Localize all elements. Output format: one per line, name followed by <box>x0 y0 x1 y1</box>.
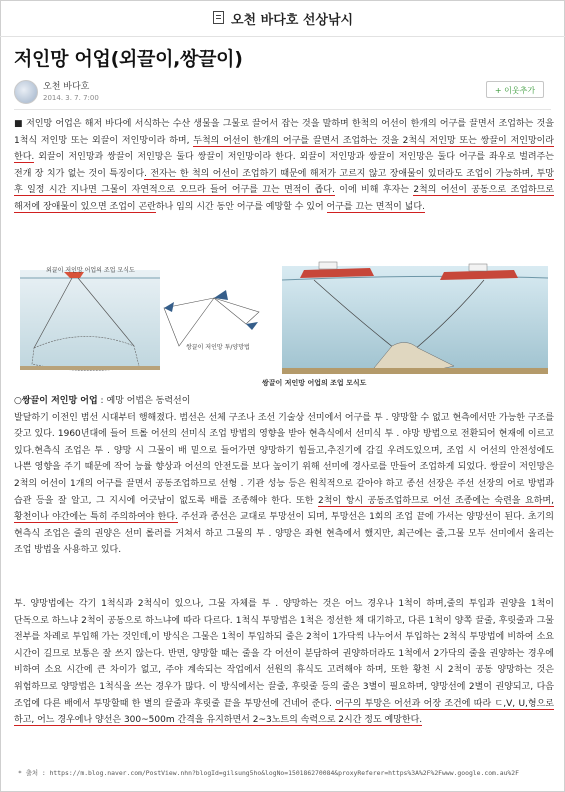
cafe-name[interactable]: 오천 바다호 선상낚시 <box>231 13 354 28</box>
text-run: 투. 양망법에는 각기 1척식과 2척식이 있으나, 그물 자체를 투 . 양망하는 것은 어느 경우나 1척이 하며,줄의 투입과 권양을 1척이 단독으로 하느냐 2척이 공동으로 하느냐에 따라 다르다. 1척식 투망법은 1척은 정선한 채 대기하고, 다른 1척이 양쪽 끌줄, 후릿줄과 그물 전부를 차례로 투입해 가는 것인데,이 방식은 그물은 1척이 투입하되 줄은 2척이 1가닥씩 나누어서 투입하는 2척식 투망법에 비하여 소요 시간이 길므로 보통은 잘 쓰지 않는다. 반면, 양망할 때는 줄을 각 어선이 분담하여 권양하더라도 1척에서 2가닥의 줄을 권양하는 경우에 비하여 소요 시간에 큰 차이가 없고, 주야 계속되는 작업에서 선원의 휴식도 고려해야 하며, 또한 황천 시 2척이 공동 양망하는 것은 위험하므로 양망법은 1척식을 쓰는 경우가 많다. 이 방식에서는 끌줄, 후릿줄 등의 줄은 3별이 필요하며, 양망선에 2별이 권양되고, 다음 조업에 다른 배에서 투망할때 한 별의 끌줄과 후릿줄 끝을 투망선에 건네어 준다. <box>14 599 554 709</box>
post-date: 2014. 3. 7. 7:00 <box>43 94 99 102</box>
paragraph-intro <box>14 116 554 216</box>
underlined-text: 어구의 투망은 어선과 어장 조건에 따라 ㄷ,V, U,형으로 하고, 어느 경우에나 양선은 300~500m 간격을 유지하면서 2~3노트의 속력으로 2시간 정도 예망한다. <box>14 698 554 726</box>
cafe-header <box>0 0 565 37</box>
divider <box>14 109 551 110</box>
text-run: : 예망 어법은 동력선이 <box>97 396 191 406</box>
underlined-text: 2척의 어선이 공동으로 조업하므로 해저에 장애물이 있으면 조업이 곤란 <box>14 185 554 212</box>
underlined-text: . 전자는 한 척의 어선이 조업하기 때문에 해저가 고르지 않고 장애물이 있더라도 조업이 가능하며, 투망 후 일정 시간 지나면 그물이 자연적으로 오므라 들어 어구를 끄는 면적이 좁다. <box>14 168 554 196</box>
text-run: 이에 비해 후자는 <box>334 185 414 196</box>
post-title: 저인망 어업(외끌이,쌍끌이) <box>14 48 243 70</box>
text-run: 발달하기 이전인 범선 시대부터 행해졌다. 범선은 선체 구조나 조선 기술상 선미에서 어구를 투 . 양망할 수 없고 현측에서만 가능한 구조를 갖고 있다. 1960년대에 들어 트롤 어선의 선미식 조업 방법의 영향을 받아 현측식에서 선미식 투 . 야망 방법으로 전환되어 현재에 이르고 있다.현측식 조업은 투 . 양망 시 그물이 배 밑으로 들어가면 양망하기 힘들고,추진기에 감길 우려도있으며, 조업 시 어선의 안전성에도 나쁜 영향을 주기 때문에 작어 능률 향상과 어선의 안전도를 보다 높이기 위해 선미에 경사로를 만들어 조업하게 되었다. 쌍끌이 저인망은 2척의 어선이 1개의 어구를 끌면서 공동조업하므로 선형 . 기관 성능 등은 원칙적으로 같아야 하고 종선 선장은 주선 선장의 어로 방법과 습관 등을 잘 알고, 그 지시에 어긋남이 없도록 배를 조종해야 한다. 또한 <box>14 412 554 506</box>
text-run: 외끌이 저인망과 쌍끌이 저인망은 둘다 쌍끌이 저인망이라 한다. 외끌이 저인망과 쌍끌이 저인망은 둘다 어구를 좌우로 벌려주는 전개 장 치가 없는 것이 특징이다 <box>14 152 554 179</box>
figure-caption-method: 쌍끌이 저인망 투/양망법 <box>186 344 250 351</box>
underlined-text: 두척의 어선이 한개의 어구를 끌면서 조업하는 것을 2척식 저인망 또는 쌍끌이 저인망이라 한다. <box>14 135 554 163</box>
trawl-diagram <box>14 256 551 390</box>
add-neighbor-button[interactable]: + 이웃추가 <box>486 81 544 98</box>
figure-caption-single: 외끌이 저인망 어업의 조업 모식도 <box>46 267 135 274</box>
author-name[interactable]: 오천 바다호 <box>43 82 90 92</box>
source-link[interactable]: * 출처 : https://m.blog.naver.com/PostView.nhn?blogId=gilsung5ho&logNo=150186270084&proxyReferer=https%3A%2F%2Fwww.google.com.au%2F <box>18 769 519 777</box>
figure-caption-main: 쌍끌이 저인망 어업의 조업 모식도 <box>262 379 367 387</box>
avatar[interactable] <box>14 80 38 104</box>
text-run: 주선과 종선은 교대로 투망선이 되며, 투망선은 1회의 조업 끝에 가서는 양망선이 된다. 초기의 현측식 조업은 줄의 권양은 선미 롤러를 거쳐서 하고 그물의 투 . 양망은 좌현 현측에서 했지만, 최근에는 줄,그물 모두 선미에서 올리는 조업 방법을 사용하고 있다. <box>14 512 554 556</box>
underlined-text: 2척이 항시 공동조업하므로 어선 조종에는 숙련을 요하며, 황천이나 야간에는 특히 주의하여야 한다. <box>14 495 554 523</box>
paragraph-pair-trawl <box>14 393 554 559</box>
section-heading: ○쌍끌이 저인망 어업 <box>14 396 98 406</box>
underlined-text: 어구를 끄는 면적이 넓다. <box>326 201 425 212</box>
text-run: 하나 임의 시간 동안 어구를 예망할 수 있어 <box>155 201 327 212</box>
paragraph-methods <box>14 596 554 729</box>
trawl-illustration <box>14 256 551 390</box>
text-run: ■ 저인망 어업은 해저 바다에 서식하는 수산 생물을 그물로 끌어서 잡는 것을 말하며 한척의 어선이 한개의 어구를 끌면서 조업하는 것을 1척식 저인망 또는 외끌이 저인망이라 하며, <box>14 119 554 146</box>
document-icon <box>213 11 224 24</box>
